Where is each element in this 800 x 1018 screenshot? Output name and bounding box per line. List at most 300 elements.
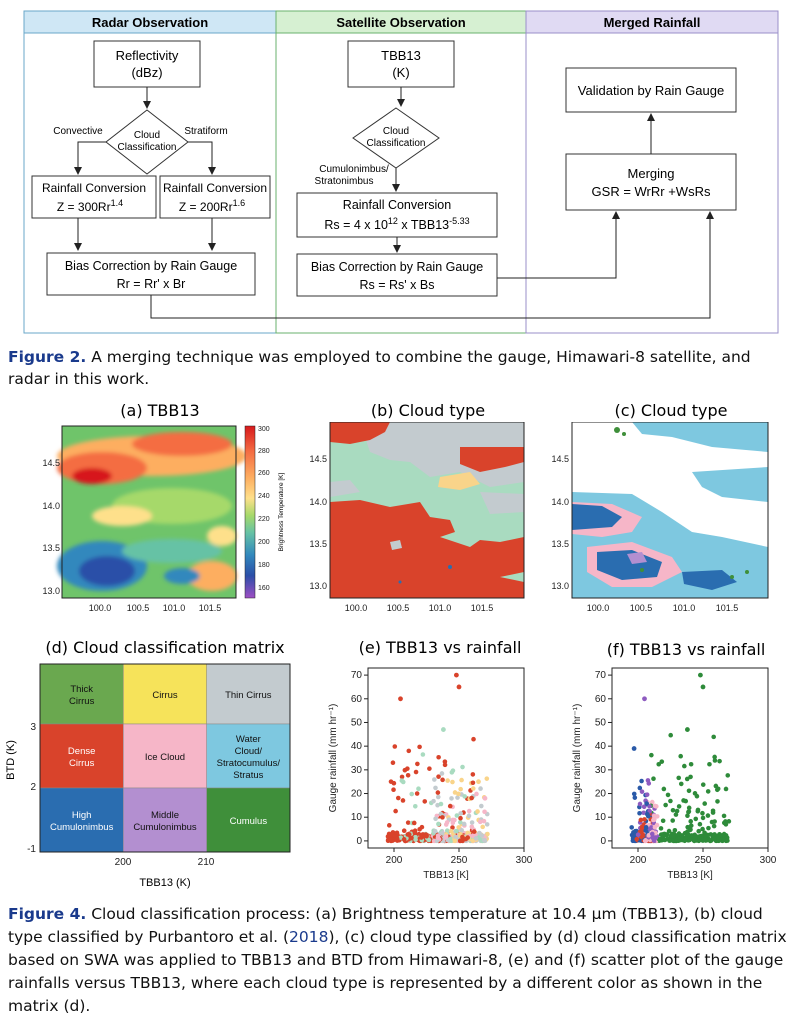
scatter-point [460,765,465,770]
stratiform-label: Stratiform [184,126,228,137]
scatter-point [449,829,454,834]
matrix-xtick: 200 [114,857,132,868]
scatter-point [453,839,458,844]
scatter-point [443,763,448,768]
scatter-point [422,799,427,804]
matrix-xtick: 210 [197,857,215,868]
rc-strat-title: Rainfall Conversion [162,181,268,195]
scatter-point [450,818,455,823]
scatter-point [476,779,481,784]
merging-eq: GSR = WrRr +WsRs [591,184,711,199]
scatter-point [458,787,463,792]
scatter-point [714,784,719,789]
scatter-point [662,838,667,843]
y-tick-label: 30 [594,764,606,776]
matrix-cell-label: Water Cloud/ Stratocumulus/ Stratus [216,734,281,781]
scatter-point [701,782,706,787]
scatter-point [474,792,479,797]
scatter-point [645,792,650,797]
scatter-point [436,790,441,795]
scatter-point [436,755,441,760]
validation-box: Validation by Rain Gauge [577,83,725,98]
stratonimbus-label: Stratonimbus [314,176,374,187]
scatter-point [676,776,681,781]
scatter-point [675,809,680,814]
scatter-f-plot [572,668,777,881]
scatter-point [656,762,661,767]
scatter-point [405,766,410,771]
scatter-point [474,836,479,841]
flowchart [0,0,800,340]
scatter-point [724,822,729,827]
map-a-ytick: 14.0 [42,501,60,511]
scatter-point [431,799,436,804]
scatter-point [478,786,483,791]
matrix-xlabel: TBB13 (K) [139,877,191,889]
scatter-point [701,816,706,821]
matrix-cell-label: Dense Cirrus [67,746,96,769]
map-b-ytick: 13.0 [309,581,327,591]
scatter-point [421,752,426,757]
map-a-xtick: 100.5 [126,603,150,613]
scatter-point [706,789,711,794]
y-tick-label: 0 [356,835,362,847]
bias-radar-title: Bias Correction by Rain Gauge [64,259,238,273]
y-tick-label: 50 [350,717,362,729]
scatter-point [398,696,403,701]
y-tick-label: 0 [600,835,606,847]
scatter-point [471,737,476,742]
scatter-point [653,825,658,830]
scatter-point [393,809,398,814]
matrix-cell-label: Ice Cloud [144,752,186,763]
scatter-point [698,673,703,678]
scatter-point [401,798,406,803]
scatter-point [640,789,645,794]
scatter-point [688,827,693,832]
scatter-point [448,804,453,809]
scatter-point [439,802,444,807]
scatter-point [459,778,464,783]
scatter-point [469,796,474,801]
colorbar-tick: 260 [258,470,270,477]
colorbar-tick: 160 [258,585,270,592]
y-tick-label: 50 [594,717,606,729]
colorbar-tick: 280 [258,448,270,455]
scatter-point [445,778,450,783]
scatter-point [479,804,484,809]
scatter-point [441,727,446,732]
map-c-ytick: 14.0 [551,497,569,507]
scatter-point [470,820,475,825]
map-a-ytick: 13.0 [42,586,60,596]
y-axis-label: Gauge rainfall (mm hr⁻¹) [328,703,339,813]
scatter-point [708,839,713,844]
scatter-point [661,818,666,823]
scatter-point [415,791,420,796]
colorbar-tick: 220 [258,516,270,523]
scatter-point [450,770,455,775]
figure2-caption: Figure 2. A merging technique was employed to combine the gauge, Himawari-8 satellite, and radar in this work. [8,348,751,388]
scatter-point [689,762,694,767]
citation-link[interactable]: 2018 [289,928,329,946]
classification-matrix [0,660,300,892]
matrix-ytick: -1 [27,844,36,855]
map-a-xtick: 101.0 [162,603,186,613]
scatter-point [673,828,678,833]
rc-conv-title: Rainfall Conversion [41,181,147,195]
scatter-point [640,834,645,839]
scatter-point [432,777,437,782]
scatter-point [433,829,438,834]
scatter-point [387,823,392,828]
panel-e-title: (e) TBB13 vs rainfall [358,638,522,657]
scatter-point [478,820,483,825]
scatter-point [444,834,449,839]
col-satellite-header: Satellite Observation [336,15,466,30]
colorbar-tick: 200 [258,539,270,546]
map-b-ytick: 14.5 [309,454,327,464]
scatter-point [471,780,476,785]
scatter-point [471,772,476,777]
matrix-cell-label: Thin Cirrus [225,690,272,701]
scatter-point [663,803,668,808]
map-b-xtick: 100.0 [344,603,368,613]
scatter-point [698,822,703,827]
x-axis-label: TBB13 [K] [423,870,469,881]
map-b-xtick: 100.5 [386,603,410,613]
scatter-point [406,749,411,754]
scatter-point [485,832,490,837]
matrix-ytick: 2 [30,782,36,793]
scatter-point [700,827,705,832]
radar-cloud-class-2: Classification [117,142,177,153]
colorbar [245,426,255,598]
scatter-point [715,799,720,804]
scatter-point [677,804,682,809]
scatter-point [671,834,676,839]
scatter-point [652,814,657,819]
scatter-point [413,804,418,809]
x-tick-label: 250 [450,855,468,866]
colorbar-label: Brightness Temperature [K] [278,472,285,552]
y-tick-label: 70 [350,670,362,682]
scatter-point [702,801,707,806]
scatter-point [440,771,445,776]
scatter-point [668,733,673,738]
cumulonimbus-label: Cumulonimbus/ [319,164,389,175]
scatter-point [436,836,441,841]
scatter-point [458,838,463,843]
scatter-point [679,782,684,787]
convective-label: Convective [53,126,103,137]
scatter-point [685,727,690,732]
scatter-point [634,837,639,842]
map-a-xtick: 101.5 [198,603,222,613]
y-tick-label: 60 [594,693,606,705]
scatter-point [482,838,487,843]
scatter-point [639,779,644,784]
bias-sat-eq: Rs = Rs' x Bs [359,278,435,292]
col-radar-header: Radar Observation [91,15,209,30]
y-axis-label: Gauge rainfall (mm hr⁻¹) [572,703,583,813]
scatter-point [642,696,647,701]
matrix-cell-label: Middle Cumulonimbus [133,810,197,833]
y-tick-label: 20 [594,788,606,800]
scatter-point [681,798,686,803]
scatter-point [449,796,454,801]
scatter-point [646,778,651,783]
scatter-point [413,837,418,842]
scatter-e [322,660,542,890]
scatter-point [467,809,472,814]
scatter-point [450,780,455,785]
scatter-point [467,814,472,819]
scatter-point [688,775,693,780]
scatter-point [417,745,422,750]
scatter-point [643,839,648,844]
map-c-xtick: 100.5 [629,603,653,613]
scatter-point [416,786,421,791]
scatter-point [646,814,651,819]
scatter-point [455,813,460,818]
rc-conv-eq: $Z = 300Rr^{1.4}$ [56,198,124,214]
map-c-xtick: 101.5 [715,603,739,613]
scatter-point [687,789,692,794]
scatter-point [711,735,716,740]
scatter-point [457,685,462,690]
scatter-point [677,837,682,842]
scatter-point [706,826,711,831]
map-c-xtick: 100.0 [586,603,610,613]
scatter-point [724,787,729,792]
map-a-ytick: 13.5 [42,543,60,553]
scatter-point [666,793,671,798]
matrix-cell-label: Cirrus [152,690,178,701]
scatter-point [629,825,634,830]
matrix-cell-label: Thick Cirrus [68,684,95,707]
scatter-point [637,811,642,816]
scatter-point [389,779,394,784]
bias-sat-title: Bias Correction by Rain Gauge [310,260,484,274]
scatter-point [445,820,450,825]
scatter-point [480,825,485,830]
scatter-point [456,792,461,797]
scatter-point [406,773,411,778]
scatter-point [649,753,654,758]
scatter-point [712,819,717,824]
scatter-point [485,822,490,827]
bias-radar-eq: Rr = Rr' x Br [116,277,186,291]
scatter-point [419,833,424,838]
scatter-point [696,829,701,834]
scatter-point [697,837,702,842]
colorbar-tick: 300 [258,426,270,433]
scatter-point [475,809,480,814]
scatter-point [477,831,482,836]
radar-cloud-class: Cloud [133,130,161,141]
x-tick-label: 300 [759,855,777,866]
scatter-point [436,822,441,827]
scatter-e-plot [328,668,533,881]
scatter-point [482,809,487,814]
scatter-point [395,836,400,841]
x-axis-label: TBB13 [K] [667,870,713,881]
scatter-point [687,806,692,811]
scatter-point [412,821,417,826]
scatter-point [454,829,459,834]
scatter-point [686,810,691,815]
matrix-ytick: 3 [30,722,36,733]
scatter-point [693,791,698,796]
scatter-point [483,796,488,801]
scatter-point [712,824,717,829]
scatter-point [454,673,459,678]
scatter-point [420,825,425,830]
rc-sat-title: Rainfall Conversion [342,198,452,212]
scatter-point [671,808,676,813]
scatter-point [653,804,658,809]
map-b-ytick: 14.0 [309,497,327,507]
scatter-point [682,764,687,769]
scatter-point [407,832,412,837]
scatter-point [402,828,407,833]
scatter-point [650,832,655,837]
map-c-xtick: 101.0 [672,603,696,613]
scatter-point [436,795,441,800]
x-tick-label: 300 [515,855,533,866]
scatter-point [711,808,716,813]
scatter-point [716,834,721,839]
y-tick-label: 10 [350,812,362,824]
scatter-point [433,786,438,791]
scatter-point [644,825,649,830]
scatter-point [696,808,701,813]
map-a-xtick: 100.0 [88,603,112,613]
map-c-ytick: 14.5 [551,454,569,464]
y-tick-label: 20 [350,788,362,800]
scatter-point [670,818,675,823]
scatter-point [440,831,445,836]
scatter-point [396,796,401,801]
matrix-cell-label: High Cumulonimbus [49,810,114,833]
rc-strat-eq: $Z = 200Rr^{1.6}$ [178,198,246,214]
scatter-point [701,685,706,690]
scatter-point [409,792,414,797]
scatter-point [678,754,683,759]
scatter-point [433,816,438,821]
map-b-ytick: 13.5 [309,539,327,549]
scatter-point [700,811,705,816]
colorbar-tick: 240 [258,493,270,500]
scatter-point [415,762,420,767]
matrix-cell-label: Cumulus [229,816,268,827]
scatter-point [471,786,476,791]
scatter-point [424,833,429,838]
scatter-point [392,744,397,749]
scatter-point [680,833,685,838]
scatter-point [391,787,396,792]
y-tick-label: 40 [350,741,362,753]
panel-d-title: (d) Cloud classification matrix [45,638,285,657]
scatter-point [659,826,664,831]
col-merged-header: Merged Rainfall [603,15,701,30]
reflectivity-box: Reflectivity [115,48,179,63]
merging-title: Merging [627,166,675,181]
x-tick-label: 200 [629,855,647,866]
reflectivity-unit: (dBz) [131,65,163,80]
scatter-point [717,759,722,764]
y-tick-label: 40 [594,741,606,753]
scatter-point [459,828,464,833]
scatter-point [638,802,643,807]
scatter-point [406,820,411,825]
scatter-point [485,776,490,781]
map-c [538,422,778,622]
y-tick-label: 10 [594,812,606,824]
scatter-point [402,837,407,842]
scatter-point [440,815,445,820]
scatter-point [464,837,469,842]
scatter-point [391,760,396,765]
scatter-point [651,818,656,823]
panel-f-title: (f) TBB13 vs rainfall [606,640,766,659]
map-a-ytick: 14.5 [42,458,60,468]
scatter-point [413,830,418,835]
map-a [0,422,292,632]
scatter-point [632,792,637,797]
map-b-xtick: 101.0 [428,603,452,613]
scatter-point [436,774,441,779]
scatter-point [667,829,672,834]
scatter-point [642,817,647,822]
x-tick-label: 250 [694,855,712,866]
y-tick-label: 60 [350,693,362,705]
scatter-point [462,794,467,799]
scatter-point [722,814,727,819]
scatter-point [644,801,649,806]
scatter-point [462,822,467,827]
y-tick-label: 70 [594,670,606,682]
x-tick-label: 200 [385,855,403,866]
map-c-ytick: 13.0 [551,581,569,591]
scatter-point [693,817,698,822]
scatter-point [662,832,667,837]
scatter-point [395,830,400,835]
scatter-point [651,776,656,781]
scatter-point [725,773,730,778]
scatter-point [632,746,637,751]
map-b [296,422,536,622]
scatter-point [636,832,641,837]
map-c-ytick: 13.5 [551,539,569,549]
scatter-point [668,799,673,804]
panel-a-title: (a) TBB13 [120,401,200,420]
colorbar-tick: 180 [258,562,270,569]
scatter-point [725,838,730,843]
scatter-point [440,778,445,783]
panel-b-title: (b) Cloud type [370,401,486,420]
scatter-point [707,762,712,767]
scatter-point [472,829,477,834]
figure4-caption: Figure 4. Cloud classification process: (a) Brightness temperature at 10.4 µm (TBB13), (b) cloud type classified by Purbantoro et al. (2018), (c) cloud type classified by (d) cloud classification matrix based on SWA was applied to TBB13 and BTD from Himawari-8, (e) and (f) scatter plot of the gauge rainfalls versus TBB13, where each cloud type is represented by a different color as shown in the matrix (d). [8,905,787,1015]
scatter-point [667,838,672,843]
sat-cloud-class-2: Classification [366,138,426,149]
scatter-point [684,835,689,840]
scatter-f [566,660,786,890]
scatter-point [427,766,432,771]
tbb13-box: TBB13 [381,48,421,63]
